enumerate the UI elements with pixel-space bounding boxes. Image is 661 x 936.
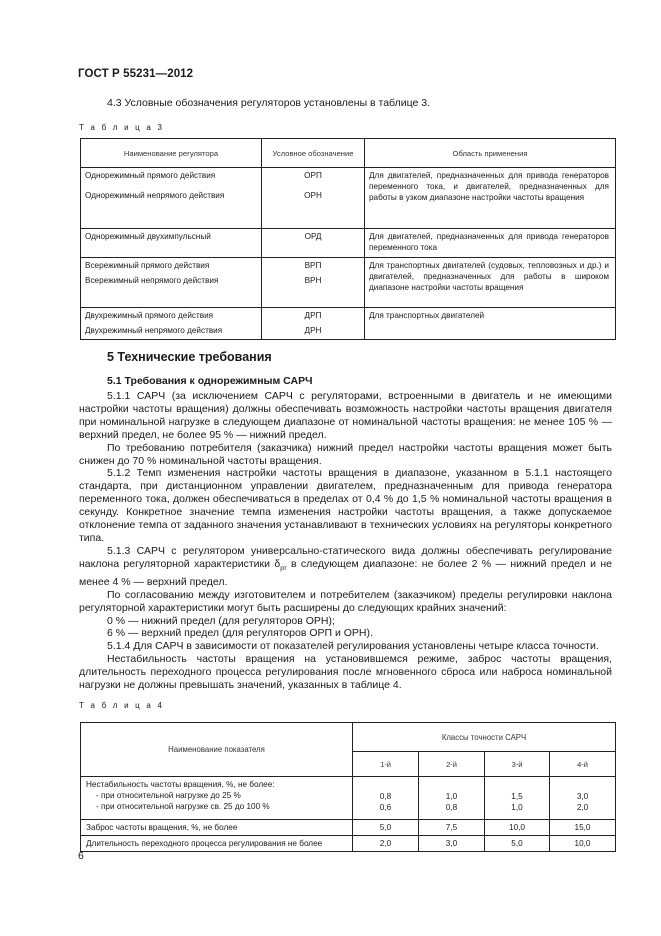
class-label: 1-й [353,752,419,777]
table-4 [80,722,616,852]
regulator-name: Всережимный прямого действия [81,258,262,274]
table-row [81,777,616,820]
regulator-code: ВРП [262,258,365,274]
table-row [81,168,616,189]
regulator-name: Двухрежимный прямого действия [81,308,262,324]
indicator-name: Заброс частоты вращения, %, не более [81,820,353,836]
value: 1,0 [511,803,523,812]
table-cell: 7,5 [419,820,485,836]
value: 0,8 [445,803,458,812]
table-row [81,820,616,836]
clause-5-1-3-text: 5.1.3 САРЧ с регулятором универсально-статического вида должны обеспечивать регулирование наклона регуляторной характеристики δ [79,544,612,570]
table-cell: 5,0 [485,836,550,852]
table-cell: 2,0 [353,836,419,852]
value: 2,0 [576,803,589,812]
clause-5-1-2: 5.1.2 Темп изменения настройки частоты вращения в диапазоне, указанном в 5.1.1 настоящего стандарта, при дистанционном управлении двигателем, предназначенным для привода генератора переменного тока, должен обеспечиваться в пределах от 0,4 % до 1,5 % номинальной частоты вращения в секунду. Конкретное значение темпа изменения настройки частоты вращения, а также допускаемое отклонение темпа от заданного значения устанавливают в технических условиях на регуляторы конкретного типа. [79,467,612,544]
regulator-area: Для транспортных двигателей (судовых, тепловозных и др.) и двигателей, предназначенных для работы в широком диапазоне настройки частоты вращения [365,258,616,308]
regulator-code: ДРП [262,308,365,324]
table-cell: 3,0 [419,836,485,852]
indicator-sub: - при относительной нагрузке св. 25 до 100 % [96,802,270,811]
clause-4-3: 4.3 Условные обозначения регуляторов установлены в таблице 3. [107,97,431,109]
table-cell: 10,0 [550,836,616,852]
clause-5-1-3-rest: в следующем диапазоне: не более 2 % — нижний предел и не менее 4 % — верхний предел. [79,557,612,588]
table-row [81,258,616,274]
value: 0,6 [379,803,392,812]
table-cell: 10,0 [485,820,550,836]
class-label: 3-й [485,752,550,777]
table-cell [419,777,485,820]
clause-5-1-1: 5.1.1 САРЧ (за исключением САРЧ с регуляторами, встроенными в двигатель и не имеющими настройки частоты вращения) должны обеспечивать возможность настройки частоты вращения двигателя при номинальной нагрузке в следующем диапазоне от номинальной частоты вращения: не менее 105 % — верхний предел, не более 95 % — нижний предел. [79,390,612,441]
table-cell: 5,0 [353,820,419,836]
regulator-name: Однорежимный двухимпульсный [81,229,262,258]
table-cell [353,777,419,820]
section-5-title: 5 Технические требования [107,350,272,364]
regulator-code: ВРН [262,273,365,308]
table-3-header-area: Область применения [365,139,616,168]
table-cell [550,777,616,820]
regulator-name: Однорежимный непрямого действия [81,188,262,229]
indicator-title: Нестабильность частоты вращения, %, не более: [86,780,275,789]
clause-5-1-3-item-2: 6 % — верхний предел (для регуляторов ОРП и ОРН). [107,627,373,640]
indicator-name: Длительность переходного процесса регулирования не более [81,836,353,852]
clause-5-1-4: 5.1.4 Для САРЧ в зависимости от показателей регулирования установлены четыре класса точности. [107,640,599,653]
value: 1,5 [511,792,523,801]
table-cell: 15,0 [550,820,616,836]
regulator-area: Для двигателей, предназначенных для привода генераторов переменного тока, и двигателей, предназначенных для работы в узком диапазоне настройки частоты вращения [365,168,616,229]
indicator-sub: - при относительной нагрузке до 25 % [96,791,241,800]
class-label: 2-й [419,752,485,777]
clause-5-1-3-item-1: 0 % — нижний предел (для регуляторов ОРН); [107,614,335,627]
table-4-header-name: Наименование показателя [81,723,353,777]
section-5-body [79,390,612,692]
value: 3,0 [576,792,589,801]
table-row [81,229,616,258]
table-4-header-classes: Классы точности САРЧ [353,723,616,752]
section-5-1-title: 5.1 Требования к однорежимным САРЧ [107,375,313,387]
regulator-area: Для транспортных двигателей [365,308,616,339]
page-number: 6 [78,850,84,862]
table-row [81,308,616,324]
clause-5-1-4-note: Нестабильность частоты вращения на установившемся режиме, заброс частоты вращения, длительность переходного процесса регулирования после мгновенного сброса или наброса номинальной нагрузки не должны превышать значений, указанных в таблице 4. [79,653,612,692]
clause-5-1-3 [79,545,612,589]
table-3-header-name: Наименование регулятора [81,139,262,168]
regulator-area: Для двигателей, предназначенных для привода генераторов переменного тока [365,229,616,258]
regulator-code: ДРН [262,323,365,339]
regulator-name: Однорежимный прямого действия [81,168,262,189]
table-4-caption: Т а б л и ц а 4 [79,701,165,710]
regulator-name: Двухрежимный непрямого действия [81,323,262,339]
clause-5-1-1-note: По требованию потребителя (заказчика) нижний предел настройки частоты вращения может быть снижен до 70 % номинальной частоты вращения. [79,441,612,467]
clause-5-1-3-note: По согласованию между изготовителем и потребителем (заказчиком) пределы регулировки наклона регуляторной характеристики могут быть расширены до следующих крайних значений: [79,588,612,614]
value: 1,0 [445,792,458,801]
table-3-header-code: Условное обозначение [262,139,365,168]
value: 0,8 [379,792,392,801]
class-label: 4-й [550,752,616,777]
regulator-name: Всережимный непрямого действия [81,273,262,308]
table-3-caption: Т а б л и ц а 3 [79,123,165,132]
table-3 [80,138,616,340]
document-header: ГОСТ Р 55231—2012 [78,68,194,80]
table-cell [485,777,550,820]
indicator-name [81,777,353,820]
table-row [81,836,616,852]
clause-5-1-3-subscript: рт [280,564,287,572]
regulator-code: ОРП [262,168,365,189]
regulator-code: ОРД [262,229,365,258]
regulator-code: ОРН [262,188,365,229]
